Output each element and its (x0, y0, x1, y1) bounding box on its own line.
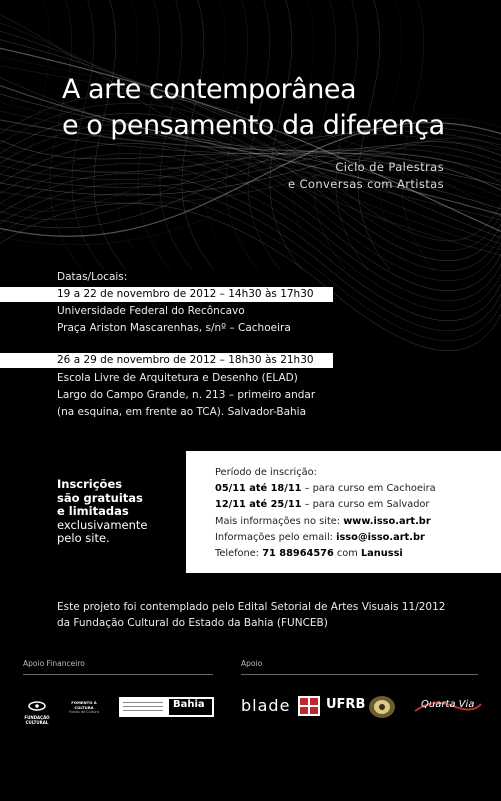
registration-line-1: Inscrições (57, 477, 123, 491)
subtitle-line-1: Ciclo de Palestras (335, 160, 444, 174)
funding-note-line-1: Este projeto foi contemplado pelo Edital Setorial de Artes Visuais 11/2012 (57, 601, 446, 613)
period-label: Período de inscrição: (215, 467, 317, 478)
support-divider (241, 674, 478, 675)
quarta-via-logo: Quarta Via (413, 696, 483, 718)
elad-logo (298, 696, 320, 716)
site-row: Mais informações no site: www.isso.art.br (215, 515, 431, 527)
session2-place1: Escola Livre de Arquitetura e Desenho (ELAD) (57, 372, 298, 384)
subtitle-line-2: e Conversas com Artistas (287, 177, 444, 191)
session2-place2: Largo do Campo Grande, n. 213 – primeiro andar (57, 389, 316, 401)
session2-dates: 26 a 29 de novembro de 2012 – 18h30 às 21h30 (57, 354, 314, 366)
site-link[interactable]: www.isso.art.br (343, 515, 431, 527)
financial-support-label: Apoio Financeiro (23, 659, 85, 668)
title-line-2: e o pensamento da diferença (62, 110, 445, 141)
session1-dates-bar (0, 287, 333, 302)
registration-note (57, 478, 147, 546)
info-box (186, 451, 501, 573)
registration-line-3: e limitadas (57, 504, 129, 518)
light-line (28, 0, 60, 270)
registration-line-2: são gratuitas (57, 490, 143, 505)
phone-row: Telefone: 71 88964576 com Lanussi (215, 548, 403, 560)
financial-divider (23, 674, 213, 675)
seal-logo (367, 693, 397, 719)
title-line-1: A arte contemporânea (62, 74, 357, 105)
session2-place3: (na esquina, em frente ao TCA). Salvador-Bahia (57, 406, 307, 418)
session1-dates: 19 a 22 de novembro de 2012 – 14h30 às 17h30 (57, 288, 314, 300)
schedule-heading: Datas/Locais: (57, 271, 128, 283)
support-label: Apoio (241, 659, 263, 668)
registration-line-4: exclusivamente (57, 517, 148, 532)
period-row-1: 05/11 até 18/11 – para curso em Cachoeira (215, 483, 436, 495)
ufrb-logo: UFRB (326, 697, 366, 712)
funding-note-line-2: da Fundação Cultural do Estado da Bahia (FUNCEB) (57, 617, 328, 629)
session1-place2: Praça Ariston Mascarenhas, s/nº – Cachoeira (57, 322, 291, 334)
funceb-emblem-icon (28, 701, 46, 711)
seal-icon (367, 693, 397, 719)
registration-line-5: pelo site. (57, 531, 110, 545)
bahia-government-logo: Bahia (119, 697, 214, 717)
session1-place1: Universidade Federal do Recôncavo (57, 305, 245, 317)
fomento-logo: FOMENTO À CULTURA Fundo de Cultura (68, 700, 100, 714)
funceb-logo: FUNDAÇÃO CULTURAL (24, 696, 50, 725)
blade-logo: blade (241, 696, 291, 715)
session2-dates-bar (0, 353, 333, 368)
email-link[interactable]: isso@isso.art.br (336, 531, 425, 543)
period-row-2: 12/11 até 25/11 – para curso em Salvador (215, 499, 430, 511)
email-row: Informações pelo email: isso@isso.art.br (215, 531, 425, 543)
